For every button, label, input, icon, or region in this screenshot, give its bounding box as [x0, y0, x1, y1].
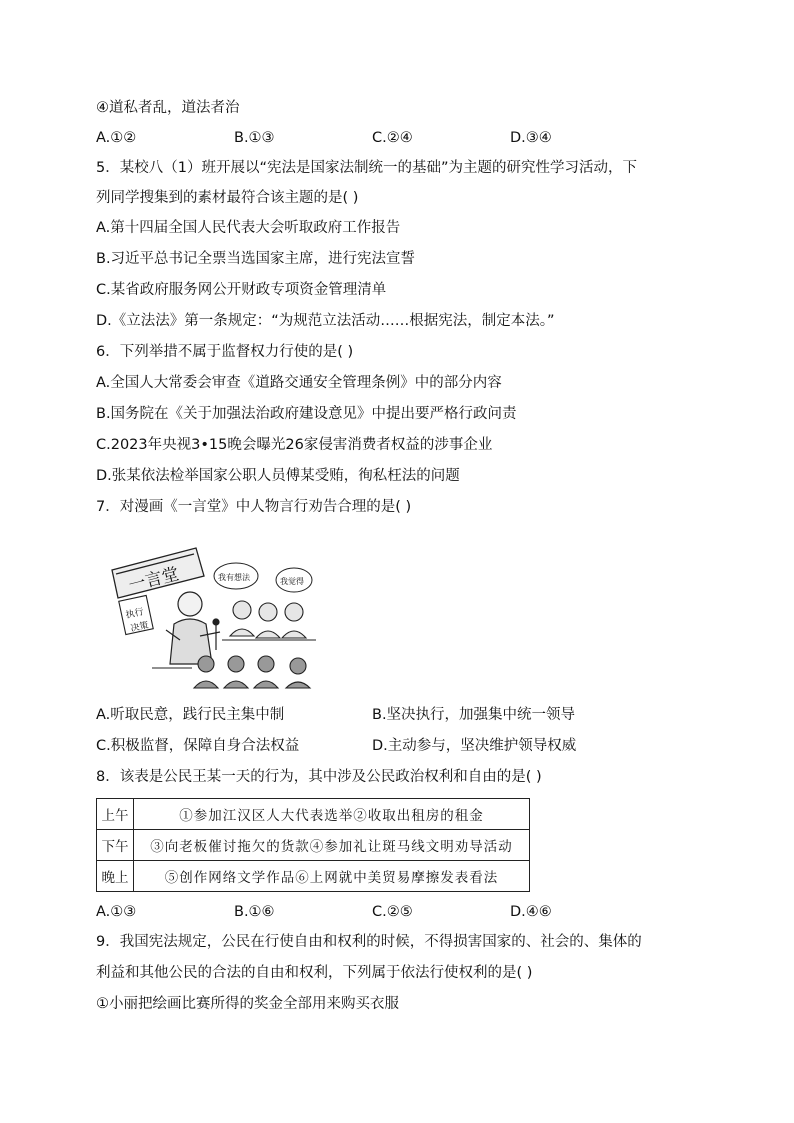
q7-option-c: C.积极监督，保障自身合法权益	[96, 738, 300, 754]
table-cell-time: 上午	[97, 799, 134, 830]
table-row	[97, 861, 530, 892]
table-cell-time: 晚上	[97, 861, 134, 892]
q5-stem-line2: 列同学搜集到的素材最符合该主题的是( )	[96, 190, 359, 206]
microphone	[213, 619, 219, 650]
table-cell-content: ①参加江汉区人大代表选举②收取出租房的租金	[134, 799, 530, 830]
table-row	[97, 830, 530, 861]
q9-stem-line2: 利益和其他公民的合法的自由和权利，下列属于依法行使权利的是( )	[96, 965, 533, 981]
q9-item-1: ①小丽把绘画比赛所得的奖金全部用来购买衣服	[96, 996, 399, 1012]
q8-stem: 8．该表是公民王某一天的行为，其中涉及公民政治权利和自由的是( )	[96, 769, 542, 785]
card-text-2: 决策	[129, 620, 150, 635]
table-row	[97, 799, 530, 830]
audience-row-front	[194, 656, 310, 688]
q6-option-a: A.全国人大常委会审查《道路交通安全管理条例》中的部分内容	[96, 375, 502, 391]
q4-option-c: C.②④	[372, 130, 413, 146]
q8-option-b: B.①⑥	[234, 904, 275, 920]
table-cell-content: ③向老板催讨拖欠的货款④参加礼让斑马线文明劝导活动	[134, 830, 530, 861]
q4-option-b: B.①③	[234, 130, 275, 146]
line-4: ④道私者乱，道法者治	[96, 100, 240, 116]
q8-option-c: C.②⑤	[372, 904, 413, 920]
q6-option-d: D.张某依法检举国家公职人员傅某受贿，徇私枉法的问题	[96, 468, 460, 484]
q5-option-b: B.习近平总书记全票当选国家主席，进行宪法宣誓	[96, 251, 416, 267]
q8-option-d: D.④⑥	[510, 904, 552, 920]
q6-option-b: B.国务院在《关于加强法治政府建设意见》中提出要严格行政问责	[96, 406, 517, 422]
sign-text: 一言堂	[126, 564, 182, 596]
q6-stem: 6．下列举措不属于监督权力行使的是( )	[96, 344, 354, 360]
q5-option-a: A.第十四届全国人民代表大会听取政府工作报告	[96, 220, 401, 236]
q8-activity-table	[96, 798, 530, 892]
table-cell-time: 下午	[97, 830, 134, 861]
q7-option-a: A.听取民意，践行民主集中制	[96, 707, 285, 723]
cartoon-illustration	[108, 540, 320, 690]
q7-stem: 7．对漫画《一言堂》中人物言行劝告合理的是( )	[96, 499, 412, 515]
table-cell-content: ⑤创作网络文学作品⑥上网就中美贸易摩擦发表看法	[134, 861, 530, 892]
q8-option-a: A.①③	[96, 904, 137, 920]
card-text-1: 执行	[124, 607, 145, 621]
q4-option-a: A.①②	[96, 130, 137, 146]
bubble-1-text: 我有想法	[218, 573, 250, 582]
audience-row-back	[230, 601, 306, 638]
q9-stem-line1: 9．我国宪法规定，公民在行使自由和权利的时候，不得损害国家的、社会的、集体的	[96, 934, 642, 950]
q5-option-c: C.某省政府服务网公开财政专项资金管理清单	[96, 282, 387, 298]
q4-option-d: D.③④	[510, 130, 552, 146]
bubble-2-text: 我觉得	[280, 577, 304, 586]
q5-option-d: D.《立法法》第一条规定：“为规范立法活动……根据宪法，制定本法。”	[96, 313, 555, 329]
q7-option-b: B.坚决执行，加强集中统一领导	[372, 707, 576, 723]
q5-stem-line1: 5．某校八（1）班开展以“宪法是国家法制统一的基础”为主题的研究性学习活动，下	[96, 160, 637, 176]
q7-option-d: D.主动参与，坚决维护领导权威	[372, 738, 577, 754]
speaker-figure	[166, 592, 220, 664]
q6-option-c: C.2023年央视3•15晚会曝光26家侵害消费者权益的涉事企业	[96, 437, 493, 453]
